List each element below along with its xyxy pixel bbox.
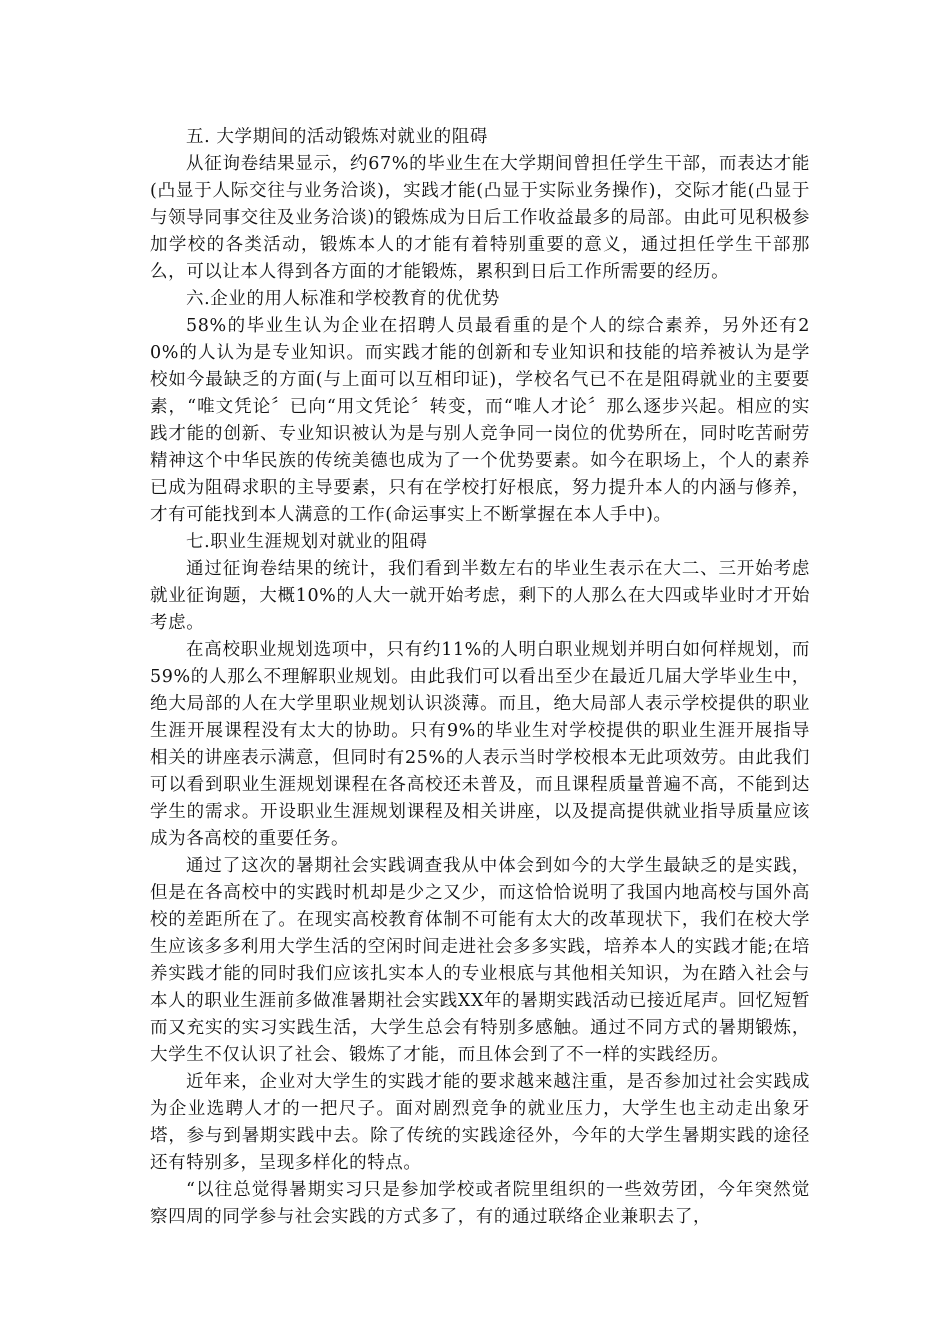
- paragraph: 从征询卷结果显示，约67%的毕业生在大学期间曾担任学生干部，而表达才能(凸显于人际交往与业务洽谈)，实践才能(凸显于实际业务操作)，交际才能(凸显于与领导同事交往及业务洽谈)的锻炼成为日后工作收益最多的局部。由此可见积极参加学校的各类活动，锻炼本人的才能有着特别重要的意义，通过担任学生干部那么，可以让本人得到各方面的才能锻炼，累积到日后工作所需要的经历。: [150, 154, 810, 282]
- paragraph: 通过了这次的暑期社会实践调查我从中体会到如今的大学生最缺乏的是实践，但是在各高校中的实践时机却是少之又少，而这恰恰说明了我国内地高校与国外高校的差距所在了。在现实高校教育体制不可能有太大的改革现状下，我们在校大学生应该多多利用大学生活的空闲时间走进社会多多实践，培养本人的实践才能;在培养实践才能的同时我们应该扎实本人的专业根底与其他相关知识，为在踏入社会与本人的职业生涯前多做准暑期社会实践XX年的暑期实践活动已接近尾声。回忆短暂而又充实的实习实践生活，大学生总会有特别多感触。通过不同方式的暑期锻炼，大学生不仅认识了社会、锻炼了才能，而且体会到了不一样的实践经历。: [150, 856, 810, 1065]
- section-heading-7: 七.职业生涯规划对就业的阻碍: [186, 532, 428, 552]
- section-heading-5: 五. 大学期间的活动锻炼对就业的阻碍: [186, 127, 488, 147]
- paragraph: 在高校职业规划选项中，只有约11%的人明白职业规划并明白如何样规划，而59%的人那么不理解职业规划。由此我们可以看出至少在最近几届大学毕业生中，绝大局部的人在大学里职业规划认识淡薄。而且，绝大局部人表示学校提供的职业生涯开展课程没有太大的协助。只有9%的毕业生对学校提供的职业生涯开展指导相关的讲座表示满意，但同时有25%的人表示当时学校根本无此项效劳。由此我们可以看到职业生涯规划课程在各高校还未普及，而且课程质量普遍不高，不能到达学生的需求。开设职业生涯规划课程及相关讲座，以及提高提供就业指导质量应该成为各高校的重要任务。: [150, 640, 810, 849]
- paragraph: “以往总觉得暑期实习只是参加学校或者院里组织的一些效劳团，今年突然觉察四周的同学参与社会实践的方式多了，有的通过联络企业兼职去了，: [150, 1180, 810, 1227]
- document-body: [150, 124, 810, 1231]
- paragraph: 近年来，企业对大学生的实践才能的要求越来越注重，是否参加过社会实践成为企业选聘人才的一把尺子。面对剧烈竞争的就业压力，大学生也主动走出象牙塔，参与到暑期实践中去。除了传统的实践途径外，今年的大学生暑期实践的途径还有特别多，呈现多样化的特点。: [150, 1072, 810, 1173]
- section-heading-6: 六.企业的用人标准和学校教育的优优势: [186, 289, 500, 309]
- paragraph: 通过征询卷结果的统计，我们看到半数左右的毕业生表示在大二、三开始考虑就业征询题，大概10%的人大一就开始考虑，剩下的人那么在大四或毕业时才开始考虑。: [150, 559, 810, 633]
- paragraph: 58%的毕业生认为企业在招聘人员最看重的是个人的综合素养，另外还有20%的人认为是专业知识。而实践才能的创新和专业知识和技能的培养被认为是学校如今最缺乏的方面(与上面可以互相印证)，学校名气已不在是阻碍就业的主要要素，“唯文凭论〞已向“用文凭论〞转变，而“唯人才论〞那么逐步兴起。相应的实践才能的创新、专业知识被认为是与别人竞争同一岗位的优势所在，同时吃苦耐劳精神这个中华民族的传统美德也成为了一个优势要素。如今在职场上，个人的素养已成为阻碍求职的主导要素，只有在学校打好根底，努力提升本人的内涵与修养，才有可能找到本人满意的工作(命运事实上不断掌握在本人手中)。: [150, 316, 810, 525]
